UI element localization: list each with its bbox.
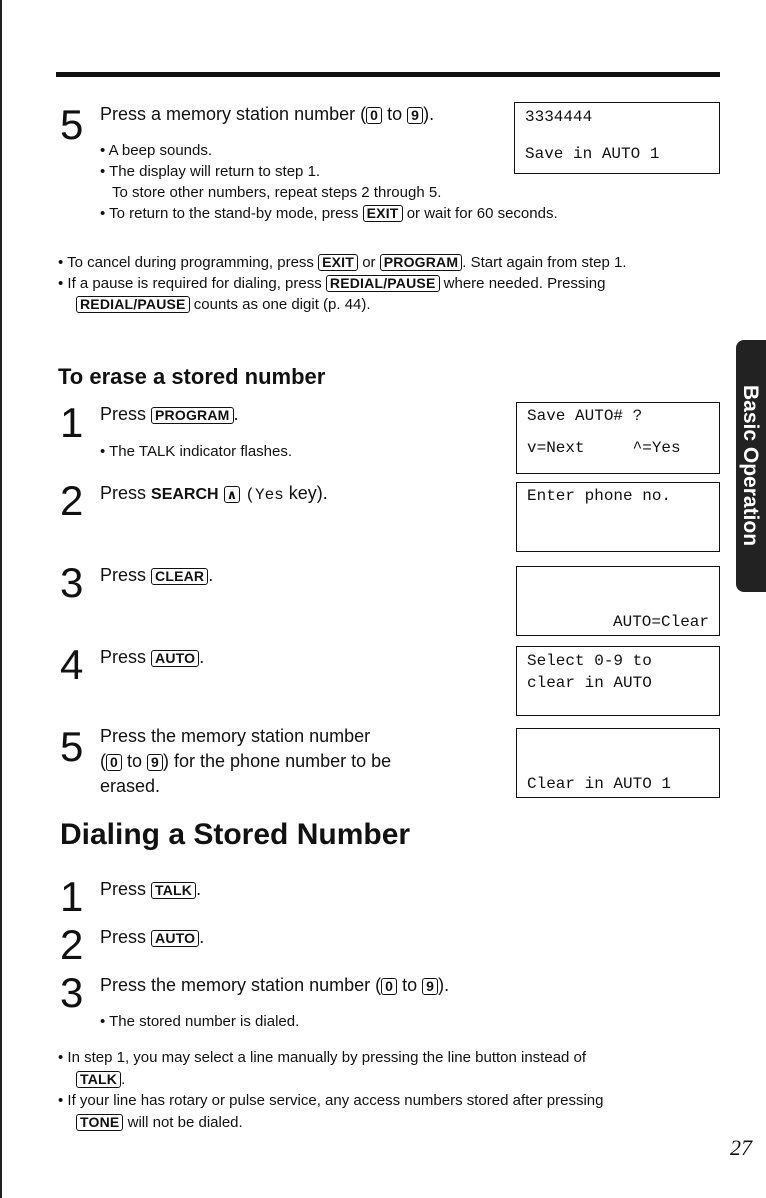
step-text xyxy=(100,102,434,127)
step-text-a: Press xyxy=(100,927,152,947)
step-text-a: Press a memory station number ( xyxy=(100,104,367,124)
lcd-line: Save AUTO# ? xyxy=(527,407,643,425)
step-text xyxy=(100,402,239,427)
step-number: 2 xyxy=(60,921,84,968)
lcd-line: AUTO=Clear xyxy=(612,613,709,631)
up-arrow-icon: ∧ xyxy=(224,486,241,503)
note: • In step 1, you may select a line manually by pressing the line button instead of xyxy=(58,1049,587,1066)
lcd-line: v=Next ^=Yes xyxy=(527,439,681,457)
page-edge xyxy=(0,0,2,1198)
step-text-to: to xyxy=(122,751,148,771)
note xyxy=(76,295,371,315)
lcd-display xyxy=(514,102,720,174)
step-text-end: . xyxy=(208,565,214,585)
step-text-end: . xyxy=(199,647,205,667)
lcd-display xyxy=(516,646,720,716)
lcd-line: clear in AUTO xyxy=(527,674,652,692)
note-text: where needed. Pressing xyxy=(439,275,606,292)
step-text-end: ). xyxy=(438,975,450,995)
note-text: counts as one digit (p. 44). xyxy=(189,296,371,313)
step-text xyxy=(100,925,204,950)
page-section-title: Dialing a Stored Number xyxy=(60,818,411,851)
bullet: • A beep sounds. xyxy=(100,142,213,159)
note xyxy=(58,253,626,273)
step-number: 5 xyxy=(60,723,84,770)
step-number: 5 xyxy=(60,101,84,148)
key-auto: AUTO xyxy=(151,930,199,947)
step-text-a: Press xyxy=(100,404,152,424)
note xyxy=(76,1070,125,1090)
step-text xyxy=(100,645,204,670)
lcd-display xyxy=(516,402,720,474)
lcd-line: Enter phone no. xyxy=(527,487,672,505)
key-tone: TONE xyxy=(76,1114,123,1131)
step-text-to: to xyxy=(397,975,423,995)
step-text-a: Press xyxy=(100,565,152,585)
search-label: SEARCH xyxy=(151,486,219,503)
key-0: 0 xyxy=(366,107,382,124)
key-clear: CLEAR xyxy=(151,568,208,585)
key-9: 9 xyxy=(422,978,438,995)
step-text-b: ) for the phone number to be xyxy=(163,751,392,771)
step-text-end: . xyxy=(199,927,205,947)
lcd-display xyxy=(516,482,720,552)
top-rule xyxy=(56,72,720,77)
step-text-a: Press the memory station number ( xyxy=(100,975,382,995)
step-number: 3 xyxy=(60,559,84,606)
step-text-a: Press xyxy=(100,647,152,667)
note-text: • To cancel during programming, press xyxy=(58,254,319,271)
lcd-display xyxy=(516,728,720,798)
note-text: • If a pause is required for dialing, press xyxy=(58,275,326,292)
bullet: • The stored number is dialed. xyxy=(100,1013,300,1030)
step-text xyxy=(100,481,328,508)
step-text-b: ). xyxy=(423,104,435,124)
key-exit: EXIT xyxy=(363,205,403,222)
step-text-end: . xyxy=(196,879,202,899)
note-text: or xyxy=(358,254,380,271)
key-exit: EXIT xyxy=(318,254,358,271)
key-redial-pause: REDIAL/PAUSE xyxy=(326,275,440,292)
yes-mono: (Yes xyxy=(245,486,284,504)
key-talk: TALK xyxy=(151,882,196,899)
step-number: 1 xyxy=(60,399,84,446)
key-redial-pause: REDIAL/PAUSE xyxy=(76,296,190,313)
note-text: . Start again from step 1. xyxy=(462,254,627,271)
step-text xyxy=(100,563,213,588)
key-0: 0 xyxy=(381,978,397,995)
lcd-display xyxy=(516,566,720,636)
key-program: PROGRAM xyxy=(151,407,234,424)
key-0: 0 xyxy=(106,754,122,771)
step-text xyxy=(100,749,391,774)
step-text xyxy=(100,877,201,902)
lcd-line: 3334444 xyxy=(525,108,593,126)
key-9: 9 xyxy=(147,754,163,771)
step-text-a: Press xyxy=(100,879,152,899)
key-9: 9 xyxy=(407,107,423,124)
step-number: 1 xyxy=(60,873,84,920)
lcd-line: Select 0-9 to xyxy=(527,652,652,670)
key-program: PROGRAM xyxy=(380,254,463,271)
step-number: 4 xyxy=(60,641,84,688)
step-text: erased. xyxy=(100,776,161,796)
bullet-text: • To return to the stand-by mode, press xyxy=(100,205,363,222)
step-number: 2 xyxy=(60,477,84,524)
lcd-line: Save in AUTO 1 xyxy=(525,145,660,163)
step-text-to: to xyxy=(382,104,408,124)
step-text xyxy=(100,973,449,998)
key-talk: TALK xyxy=(76,1071,121,1088)
note xyxy=(76,1113,243,1133)
note-text: . xyxy=(121,1071,126,1088)
bullet xyxy=(100,204,558,224)
section-tab-label: Basic Operation xyxy=(739,385,762,547)
bullet: • The TALK indicator flashes. xyxy=(100,443,293,460)
section-heading: To erase a stored number xyxy=(58,364,326,389)
note xyxy=(58,274,605,294)
bullet-cont: To store other numbers, repeat steps 2 through 5. xyxy=(112,184,442,201)
bullet-text: or wait for 60 seconds. xyxy=(402,205,558,222)
step-text-end: key). xyxy=(283,483,328,503)
note: • If your line has rotary or pulse service, any access numbers stored after pressing xyxy=(58,1092,604,1109)
key-auto: AUTO xyxy=(151,650,199,667)
note-text: will not be dialed. xyxy=(123,1114,243,1131)
step-text: Press the memory station number xyxy=(100,726,371,746)
bullet: • The display will return to step 1. xyxy=(100,163,321,180)
page-number: 27 xyxy=(730,1135,752,1160)
step-text-a: ( xyxy=(100,751,106,771)
step-text-a: Press xyxy=(100,483,152,503)
step-text-end: . xyxy=(233,404,239,424)
step-number: 3 xyxy=(60,969,84,1016)
lcd-line: Clear in AUTO 1 xyxy=(527,775,672,793)
